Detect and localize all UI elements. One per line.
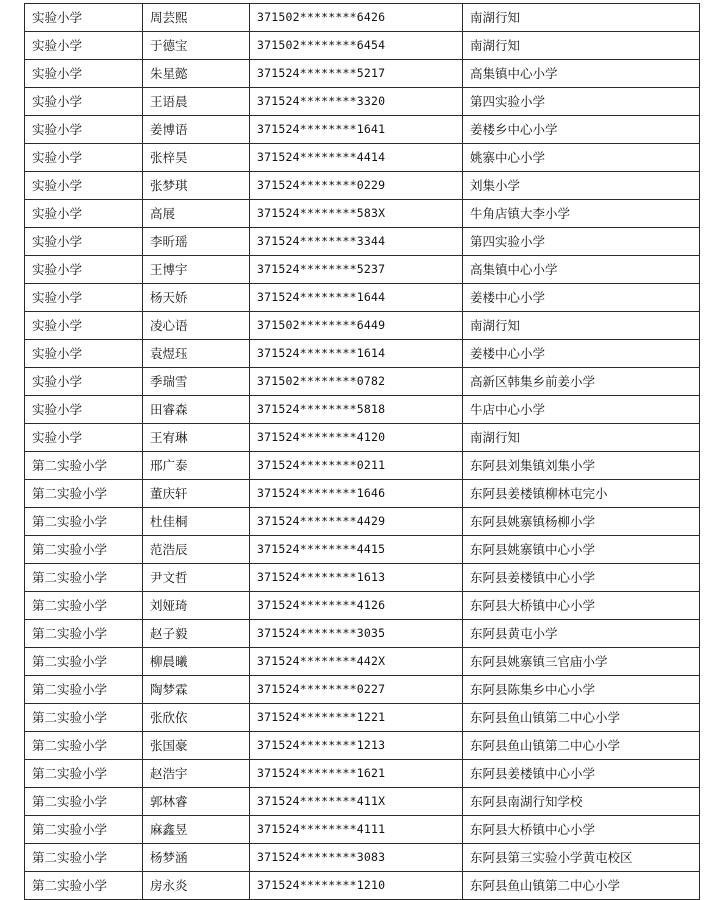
table-row [25, 32, 700, 60]
previous-school-cell: 南湖行知 [463, 312, 700, 340]
name-cell: 杨梦涵 [143, 844, 250, 872]
name-cell: 房永炎 [143, 872, 250, 900]
name-cell: 高展 [143, 200, 250, 228]
previous-school-cell: 第四实验小学 [463, 88, 700, 116]
id-number-cell: 371502********6454 [250, 32, 463, 60]
previous-school-cell: 东阿县大桥镇中心小学 [463, 592, 700, 620]
table-row [25, 228, 700, 256]
name-cell: 周芸熙 [143, 4, 250, 32]
id-number-cell: 371524********0229 [250, 172, 463, 200]
previous-school-cell: 东阿县鱼山镇第二中心小学 [463, 704, 700, 732]
id-number-cell: 371524********4429 [250, 508, 463, 536]
school-cell: 第二实验小学 [25, 620, 143, 648]
table-row [25, 200, 700, 228]
id-number-cell: 371502********0782 [250, 368, 463, 396]
id-number-cell: 371502********6426 [250, 4, 463, 32]
school-cell: 实验小学 [25, 144, 143, 172]
previous-school-cell: 东阿县姜楼镇中心小学 [463, 760, 700, 788]
previous-school-cell: 东阿县姚寨镇杨柳小学 [463, 508, 700, 536]
table-row [25, 760, 700, 788]
table-row [25, 88, 700, 116]
table-row [25, 508, 700, 536]
id-number-cell: 371524********1621 [250, 760, 463, 788]
school-cell: 第二实验小学 [25, 452, 143, 480]
school-cell: 第二实验小学 [25, 648, 143, 676]
school-cell: 实验小学 [25, 32, 143, 60]
name-cell: 张欣依 [143, 704, 250, 732]
name-cell: 柳晨曦 [143, 648, 250, 676]
table-row [25, 844, 700, 872]
name-cell: 范浩辰 [143, 536, 250, 564]
previous-school-cell: 高集镇中心小学 [463, 60, 700, 88]
name-cell: 张国豪 [143, 732, 250, 760]
school-cell: 第二实验小学 [25, 844, 143, 872]
name-cell: 王宥琳 [143, 424, 250, 452]
id-number-cell: 371524********0227 [250, 676, 463, 704]
school-cell: 第二实验小学 [25, 564, 143, 592]
name-cell: 季瑞雪 [143, 368, 250, 396]
name-cell: 张梦琪 [143, 172, 250, 200]
id-number-cell: 371524********4126 [250, 592, 463, 620]
name-cell: 凌心语 [143, 312, 250, 340]
roster-table [24, 3, 700, 900]
school-cell: 实验小学 [25, 368, 143, 396]
previous-school-cell: 东阿县南湖行知学校 [463, 788, 700, 816]
previous-school-cell: 姚寨中心小学 [463, 144, 700, 172]
name-cell: 王语晨 [143, 88, 250, 116]
school-cell: 实验小学 [25, 312, 143, 340]
id-number-cell: 371524********1221 [250, 704, 463, 732]
name-cell: 袁煜珏 [143, 340, 250, 368]
id-number-cell: 371524********411X [250, 788, 463, 816]
school-cell: 第二实验小学 [25, 760, 143, 788]
previous-school-cell: 南湖行知 [463, 32, 700, 60]
id-number-cell: 371524********442X [250, 648, 463, 676]
name-cell: 赵浩宇 [143, 760, 250, 788]
id-number-cell: 371524********3083 [250, 844, 463, 872]
school-cell: 实验小学 [25, 88, 143, 116]
table-row [25, 312, 700, 340]
name-cell: 郭林睿 [143, 788, 250, 816]
name-cell: 李昕瑶 [143, 228, 250, 256]
table-row [25, 480, 700, 508]
table-row [25, 648, 700, 676]
id-number-cell: 371524********3320 [250, 88, 463, 116]
previous-school-cell: 东阿县陈集乡中心小学 [463, 676, 700, 704]
id-number-cell: 371524********5217 [250, 60, 463, 88]
previous-school-cell: 东阿县鱼山镇第二中心小学 [463, 732, 700, 760]
table-row [25, 340, 700, 368]
table-row [25, 536, 700, 564]
name-cell: 邢广泰 [143, 452, 250, 480]
previous-school-cell: 东阿县姜楼镇中心小学 [463, 564, 700, 592]
table-row [25, 732, 700, 760]
previous-school-cell: 姜楼中心小学 [463, 340, 700, 368]
table-row [25, 4, 700, 32]
table-row [25, 172, 700, 200]
table-row [25, 816, 700, 844]
previous-school-cell: 东阿县姜楼镇柳林屯完小 [463, 480, 700, 508]
school-cell: 第二实验小学 [25, 872, 143, 900]
id-number-cell: 371524********1614 [250, 340, 463, 368]
previous-school-cell: 东阿县姚寨镇中心小学 [463, 536, 700, 564]
table-row [25, 256, 700, 284]
name-cell: 田睿森 [143, 396, 250, 424]
id-number-cell: 371524********5818 [250, 396, 463, 424]
previous-school-cell: 东阿县黄屯小学 [463, 620, 700, 648]
previous-school-cell: 高集镇中心小学 [463, 256, 700, 284]
previous-school-cell: 南湖行知 [463, 424, 700, 452]
table-row [25, 564, 700, 592]
table-row [25, 788, 700, 816]
previous-school-cell: 牛角店镇大李小学 [463, 200, 700, 228]
school-cell: 实验小学 [25, 340, 143, 368]
name-cell: 尹文哲 [143, 564, 250, 592]
previous-school-cell: 姜楼中心小学 [463, 284, 700, 312]
id-number-cell: 371524********0211 [250, 452, 463, 480]
id-number-cell: 371524********4415 [250, 536, 463, 564]
previous-school-cell: 南湖行知 [463, 4, 700, 32]
school-cell: 第二实验小学 [25, 704, 143, 732]
id-number-cell: 371502********6449 [250, 312, 463, 340]
table-row [25, 620, 700, 648]
name-cell: 杨天娇 [143, 284, 250, 312]
id-number-cell: 371524********1641 [250, 116, 463, 144]
previous-school-cell: 刘集小学 [463, 172, 700, 200]
name-cell: 杜佳桐 [143, 508, 250, 536]
name-cell: 陶梦霖 [143, 676, 250, 704]
school-cell: 实验小学 [25, 228, 143, 256]
name-cell: 张梓昊 [143, 144, 250, 172]
school-cell: 第二实验小学 [25, 592, 143, 620]
school-cell: 实验小学 [25, 60, 143, 88]
previous-school-cell: 牛店中心小学 [463, 396, 700, 424]
school-cell: 第二实验小学 [25, 536, 143, 564]
school-cell: 实验小学 [25, 424, 143, 452]
previous-school-cell: 东阿县刘集镇刘集小学 [463, 452, 700, 480]
id-number-cell: 371524********3344 [250, 228, 463, 256]
id-number-cell: 371524********583X [250, 200, 463, 228]
previous-school-cell: 姜楼乡中心小学 [463, 116, 700, 144]
previous-school-cell: 东阿县第三实验小学黄屯校区 [463, 844, 700, 872]
previous-school-cell: 东阿县姚寨镇三官庙小学 [463, 648, 700, 676]
table-row [25, 676, 700, 704]
school-cell: 实验小学 [25, 396, 143, 424]
school-cell: 第二实验小学 [25, 816, 143, 844]
name-cell: 刘娅琦 [143, 592, 250, 620]
table-row [25, 452, 700, 480]
id-number-cell: 371524********1613 [250, 564, 463, 592]
table-row [25, 368, 700, 396]
table-row [25, 424, 700, 452]
id-number-cell: 371524********4120 [250, 424, 463, 452]
name-cell: 于德宝 [143, 32, 250, 60]
name-cell: 王博宇 [143, 256, 250, 284]
table-row [25, 704, 700, 732]
id-number-cell: 371524********4111 [250, 816, 463, 844]
id-number-cell: 371524********1646 [250, 480, 463, 508]
school-cell: 实验小学 [25, 256, 143, 284]
previous-school-cell: 东阿县鱼山镇第二中心小学 [463, 872, 700, 900]
name-cell: 赵子毅 [143, 620, 250, 648]
school-cell: 第二实验小学 [25, 676, 143, 704]
school-cell: 第二实验小学 [25, 480, 143, 508]
table-row [25, 284, 700, 312]
school-cell: 实验小学 [25, 172, 143, 200]
name-cell: 董庆轩 [143, 480, 250, 508]
table-row [25, 592, 700, 620]
table-row [25, 872, 700, 900]
school-cell: 实验小学 [25, 116, 143, 144]
previous-school-cell: 东阿县大桥镇中心小学 [463, 816, 700, 844]
name-cell: 姜博语 [143, 116, 250, 144]
table-row [25, 144, 700, 172]
id-number-cell: 371524********1644 [250, 284, 463, 312]
table-row [25, 396, 700, 424]
table-row [25, 60, 700, 88]
school-cell: 实验小学 [25, 4, 143, 32]
name-cell: 朱星懿 [143, 60, 250, 88]
id-number-cell: 371524********1210 [250, 872, 463, 900]
previous-school-cell: 第四实验小学 [463, 228, 700, 256]
roster-sheet [24, 3, 699, 900]
table-row [25, 116, 700, 144]
school-cell: 第二实验小学 [25, 788, 143, 816]
id-number-cell: 371524********4414 [250, 144, 463, 172]
school-cell: 实验小学 [25, 284, 143, 312]
previous-school-cell: 高新区韩集乡前姜小学 [463, 368, 700, 396]
id-number-cell: 371524********1213 [250, 732, 463, 760]
id-number-cell: 371524********3035 [250, 620, 463, 648]
name-cell: 麻鑫昱 [143, 816, 250, 844]
school-cell: 实验小学 [25, 200, 143, 228]
school-cell: 第二实验小学 [25, 732, 143, 760]
id-number-cell: 371524********5237 [250, 256, 463, 284]
roster-table-body [25, 4, 700, 900]
school-cell: 第二实验小学 [25, 508, 143, 536]
